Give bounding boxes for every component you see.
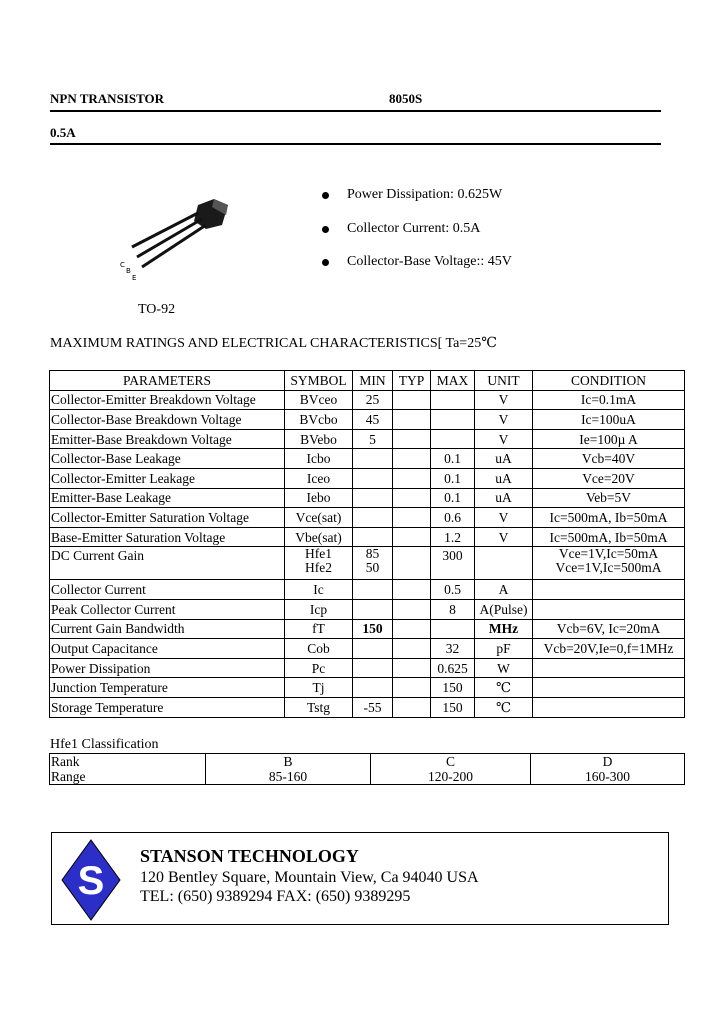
cell-unit: pF xyxy=(475,639,533,659)
cell-condition: Vce=20V xyxy=(533,468,685,488)
cell-min xyxy=(353,508,393,528)
cell-min: 45 xyxy=(353,410,393,430)
cell-max: 0.625 xyxy=(431,658,475,678)
table-row xyxy=(50,488,685,508)
cell-unit: ℃ xyxy=(475,697,533,717)
cell-symbol: BVceo xyxy=(285,390,353,410)
ratings-table xyxy=(49,370,685,718)
cell-condition: Ic=500mA, Ib=50mA xyxy=(533,527,685,547)
cell-typ xyxy=(393,429,431,449)
cell-unit: uA xyxy=(475,449,533,469)
cell-condition: Ic=500mA, Ib=50mA xyxy=(533,508,685,528)
cell-unit: V xyxy=(475,508,533,528)
cell-parameter: Storage Temperature xyxy=(50,697,285,717)
cell-min: 85 50 xyxy=(353,547,393,580)
cell-typ xyxy=(393,547,431,580)
cell-condition xyxy=(533,599,685,619)
cell-typ xyxy=(393,468,431,488)
range-d: 160-300 xyxy=(531,769,685,785)
cell-max: 150 xyxy=(431,697,475,717)
cell-typ xyxy=(393,639,431,659)
cell-condition: Ic=100uA xyxy=(533,410,685,430)
cell-condition xyxy=(533,658,685,678)
company-name: STANSON TECHNOLOGY xyxy=(140,846,359,866)
col-typ: TYP xyxy=(393,371,431,391)
pin-label-c: C xyxy=(120,261,125,269)
cell-max: 32 xyxy=(431,639,475,659)
cell-unit: V xyxy=(475,527,533,547)
cell-max: 8 xyxy=(431,599,475,619)
cell-min xyxy=(353,580,393,600)
cell-max xyxy=(431,429,475,449)
pin-label-b: B xyxy=(126,267,131,275)
cell-typ xyxy=(393,390,431,410)
cell-typ xyxy=(393,658,431,678)
cell-condition: Ic=0.1mA xyxy=(533,390,685,410)
cell-symbol: Cob xyxy=(285,639,353,659)
cell-unit: A xyxy=(475,580,533,600)
cell-parameter: DC Current Gain xyxy=(50,547,285,580)
company-contact: TEL: (650) 9389294 FAX: (650) 9389295 xyxy=(140,888,411,905)
cell-symbol: Vce(sat) xyxy=(285,508,353,528)
bullet-icon xyxy=(322,192,329,199)
cell-typ xyxy=(393,599,431,619)
cell-condition: Vce=1V,Ic=50mA Vce=1V,Ic=500mA xyxy=(533,547,685,580)
cell-min xyxy=(353,658,393,678)
cell-symbol: Iebo xyxy=(285,488,353,508)
cell-unit: uA xyxy=(475,468,533,488)
cell-symbol: fT xyxy=(285,619,353,639)
table-row xyxy=(50,468,685,488)
cell-condition xyxy=(533,678,685,698)
cell-typ xyxy=(393,410,431,430)
table-row xyxy=(50,678,685,698)
table-row xyxy=(50,769,685,785)
cell-max xyxy=(431,390,475,410)
range-b: 85-160 xyxy=(206,769,371,785)
range-c: 120-200 xyxy=(371,769,531,785)
cell-parameter: Collector-Emitter Breakdown Voltage xyxy=(50,390,285,410)
cell-unit xyxy=(475,547,533,580)
cell-symbol: Hfe1 Hfe2 xyxy=(285,547,353,580)
cell-typ xyxy=(393,449,431,469)
cell-min xyxy=(353,468,393,488)
header-rule-top xyxy=(50,110,661,112)
cell-parameter: Collector-Base Breakdown Voltage xyxy=(50,410,285,430)
cell-symbol: Ic xyxy=(285,580,353,600)
cell-parameter: Power Dissipation xyxy=(50,658,285,678)
cell-max: 0.1 xyxy=(431,468,475,488)
header-rule-bottom xyxy=(50,143,661,145)
part-number: 8050S xyxy=(389,91,423,106)
cell-condition: Ie=100µ A xyxy=(533,429,685,449)
cell-typ xyxy=(393,527,431,547)
cell-max: 0.5 xyxy=(431,580,475,600)
table-row xyxy=(50,429,685,449)
col-unit: UNIT xyxy=(475,371,533,391)
cell-parameter: Collector-Base Leakage xyxy=(50,449,285,469)
pin-label-e: E xyxy=(132,274,137,282)
cell-unit: A(Pulse) xyxy=(475,599,533,619)
cell-min xyxy=(353,678,393,698)
cell-min xyxy=(353,449,393,469)
table-row xyxy=(50,410,685,430)
cell-parameter: Collector-Emitter Leakage xyxy=(50,468,285,488)
cell-unit: W xyxy=(475,658,533,678)
table-row xyxy=(50,639,685,659)
company-address: 120 Bentley Square, Mountain View, Ca 94040 USA xyxy=(140,869,479,886)
cell-min: 5 xyxy=(353,429,393,449)
logo-letter: S xyxy=(77,859,105,903)
table-header-row xyxy=(50,371,685,391)
cell-unit: V xyxy=(475,429,533,449)
cell-condition: Veb=5V xyxy=(533,488,685,508)
cell-symbol: BVebo xyxy=(285,429,353,449)
cell-condition xyxy=(533,580,685,600)
cell-parameter: Emitter-Base Breakdown Voltage xyxy=(50,429,285,449)
cell-min xyxy=(353,527,393,547)
rank-c: C xyxy=(371,754,531,770)
cell-typ xyxy=(393,508,431,528)
company-logo-icon xyxy=(60,838,122,922)
cell-parameter: Collector-Emitter Saturation Voltage xyxy=(50,508,285,528)
cell-unit: MHz xyxy=(475,619,533,639)
cell-parameter: Collector Current xyxy=(50,580,285,600)
cell-unit: V xyxy=(475,390,533,410)
col-symbol: SYMBOL xyxy=(285,371,353,391)
table-row xyxy=(50,449,685,469)
range-label: Range xyxy=(50,769,206,785)
ratings-title: MAXIMUM RATINGS AND ELECTRICAL CHARACTERISTICS[ Ta=25℃ xyxy=(50,336,497,351)
current-rating: 0.5A xyxy=(50,125,76,140)
device-type: NPN TRANSISTOR xyxy=(50,91,165,106)
cell-min: 25 xyxy=(353,390,393,410)
cell-min xyxy=(353,599,393,619)
cell-max: 300 xyxy=(431,547,475,580)
cell-max: 0.6 xyxy=(431,508,475,528)
feature-current: Collector Current: 0.5A xyxy=(347,221,481,236)
col-condition: CONDITION xyxy=(533,371,685,391)
package-name: TO-92 xyxy=(138,302,176,317)
cell-min xyxy=(353,488,393,508)
cell-typ xyxy=(393,697,431,717)
table-row xyxy=(50,599,685,619)
cell-symbol: Tj xyxy=(285,678,353,698)
table-row xyxy=(50,390,685,410)
hfe-table xyxy=(49,753,685,785)
cell-min xyxy=(353,639,393,659)
cell-symbol: Tstg xyxy=(285,697,353,717)
feature-power: Power Dissipation: 0.625W xyxy=(347,187,503,202)
cell-typ xyxy=(393,619,431,639)
cell-unit: uA xyxy=(475,488,533,508)
rank-label: Rank xyxy=(50,754,206,770)
cell-symbol: Icbo xyxy=(285,449,353,469)
cell-min: 150 xyxy=(353,619,393,639)
rank-d: D xyxy=(531,754,685,770)
cell-max xyxy=(431,619,475,639)
bullet-icon xyxy=(322,259,329,266)
cell-parameter: Junction Temperature xyxy=(50,678,285,698)
rank-b: B xyxy=(206,754,371,770)
bullet-icon xyxy=(322,226,329,233)
table-row xyxy=(50,619,685,639)
table-row xyxy=(50,580,685,600)
cell-parameter: Base-Emitter Saturation Voltage xyxy=(50,527,285,547)
cell-symbol: Vbe(sat) xyxy=(285,527,353,547)
cell-symbol: Pc xyxy=(285,658,353,678)
hfe-title: Hfe1 Classification xyxy=(50,737,159,752)
to92-package-icon xyxy=(110,185,240,285)
cell-parameter: Peak Collector Current xyxy=(50,599,285,619)
col-max: MAX xyxy=(431,371,475,391)
cell-symbol: Icp xyxy=(285,599,353,619)
table-row xyxy=(50,754,685,770)
feature-voltage: Collector-Base Voltage:: 45V xyxy=(347,254,512,269)
cell-max: 150 xyxy=(431,678,475,698)
cell-parameter: Output Capacitance xyxy=(50,639,285,659)
col-min: MIN xyxy=(353,371,393,391)
cell-parameter: Current Gain Bandwidth xyxy=(50,619,285,639)
table-row xyxy=(50,508,685,528)
cell-max xyxy=(431,410,475,430)
table-row xyxy=(50,658,685,678)
cell-condition: Vcb=6V, Ic=20mA xyxy=(533,619,685,639)
cell-symbol: BVcbo xyxy=(285,410,353,430)
table-row xyxy=(50,547,685,580)
cell-condition: Vcb=40V xyxy=(533,449,685,469)
cell-max: 0.1 xyxy=(431,488,475,508)
cell-condition: Vcb=20V,Ie=0,f=1MHz xyxy=(533,639,685,659)
cell-unit: V xyxy=(475,410,533,430)
cell-parameter: Emitter-Base Leakage xyxy=(50,488,285,508)
cell-unit: ℃ xyxy=(475,678,533,698)
cell-max: 1.2 xyxy=(431,527,475,547)
col-parameters: PARAMETERS xyxy=(50,371,285,391)
cell-min: -55 xyxy=(353,697,393,717)
cell-symbol: Iceo xyxy=(285,468,353,488)
cell-typ xyxy=(393,580,431,600)
table-row xyxy=(50,527,685,547)
cell-typ xyxy=(393,488,431,508)
cell-typ xyxy=(393,678,431,698)
cell-max: 0.1 xyxy=(431,449,475,469)
cell-condition xyxy=(533,697,685,717)
table-row xyxy=(50,697,685,717)
